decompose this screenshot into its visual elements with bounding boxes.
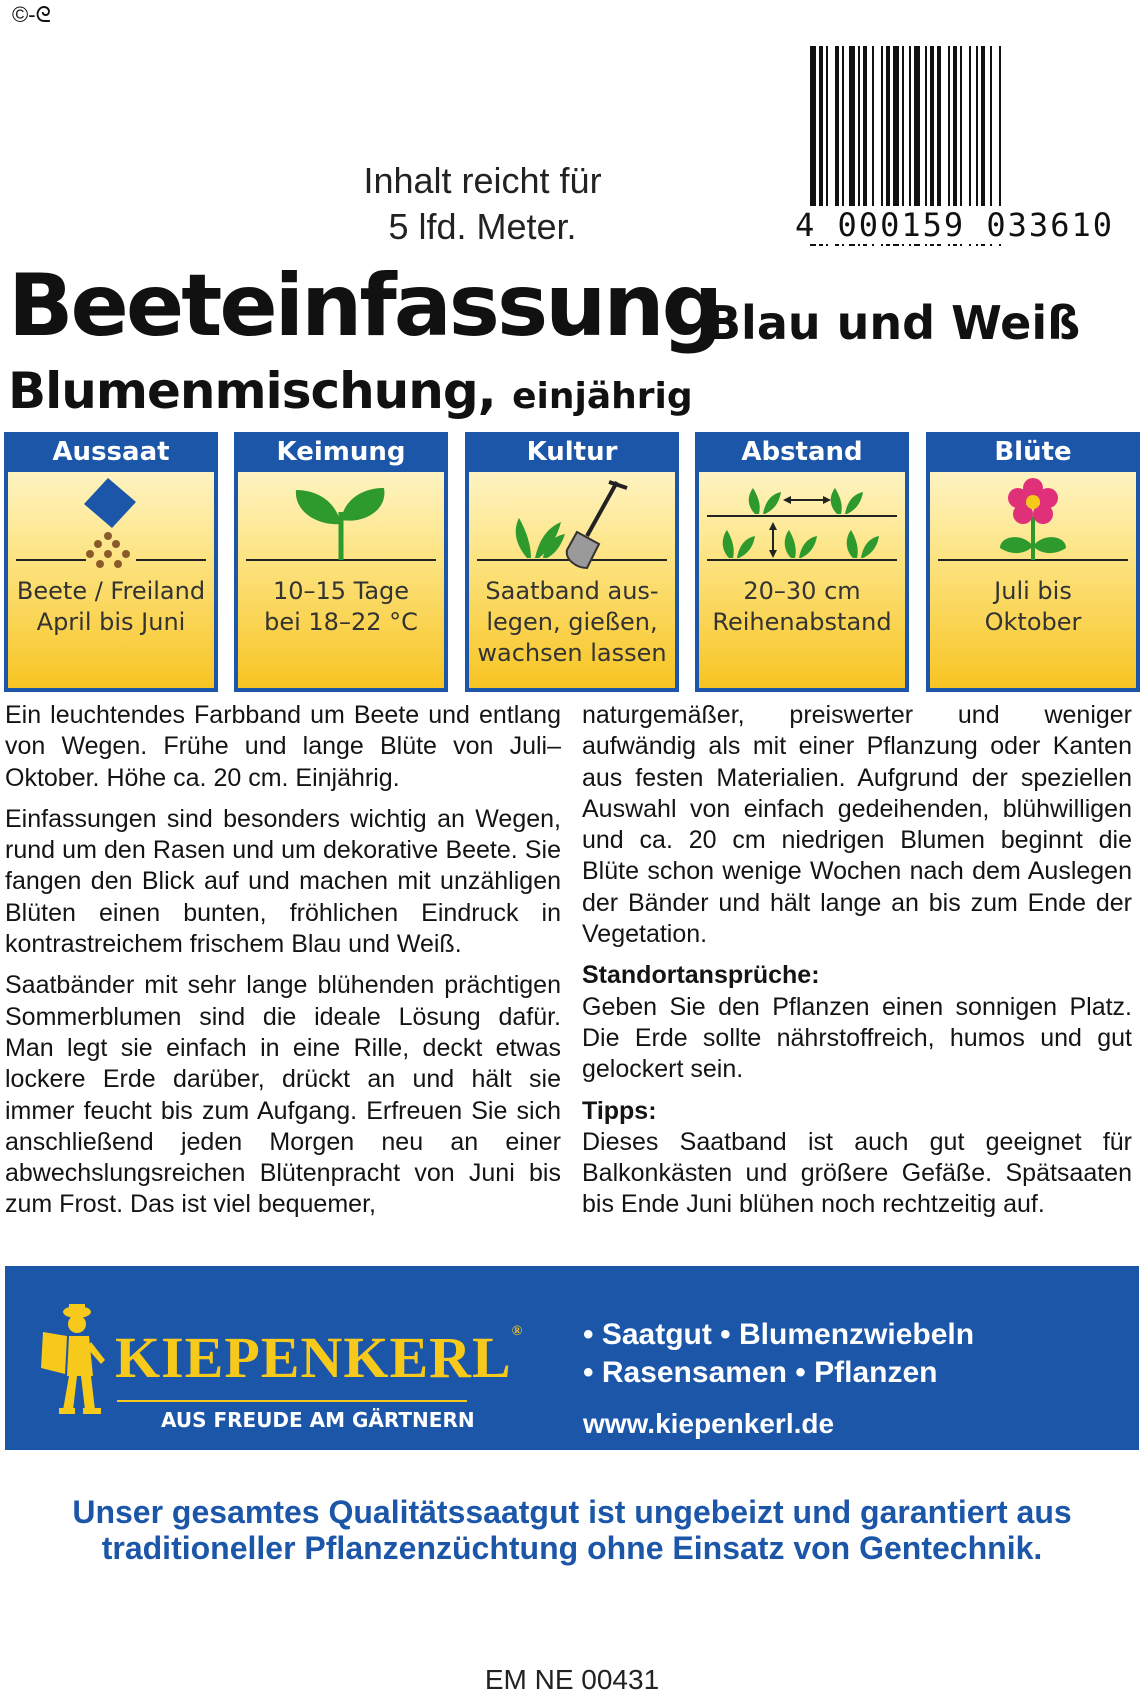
product-variant: Blau und Weiß	[706, 296, 1081, 350]
step-heading: Kultur	[469, 432, 675, 472]
step-text-line: 10–15 Tage	[272, 577, 410, 605]
brand-divider	[117, 1400, 467, 1402]
brand-website: www.kiepenkerl.de	[583, 1408, 835, 1439]
flower-icon	[930, 476, 1136, 576]
step-heading: Abstand	[699, 432, 905, 472]
step-text-line: 20–30 cm	[743, 577, 861, 605]
description-paragraph: Einfassungen sind besonders wichtig an Wegen, rund um den Rasen und um dekorative Beete. Sie fangen den Blick auf und machen mit unzähligen Blüten einen bunten, fröhlichen Eindruck in kontrastreichem frischem Blau und Weiß.	[5, 804, 561, 959]
product-title: Beeteinfassung	[8, 256, 721, 356]
quality-line: Unser gesamtes Qualitätssaatgut ist ungebeizt und garantiert aus	[72, 1494, 1072, 1530]
capacity-line-2: 5 lfd. Meter.	[388, 206, 577, 247]
subtitle-main: Blumenmischung,	[8, 362, 496, 420]
tips-text: Dieses Saatband ist auch gut geeignet für Balkonkästen und größere Gefäße. Spätsaaten bis Ende Juni blühen noch rechtzeitig auf.	[582, 1127, 1132, 1219]
row-spacing-icon	[699, 476, 905, 576]
step-text	[8, 576, 214, 638]
description-right-column	[582, 700, 1132, 1221]
content-capacity	[320, 158, 645, 250]
step-text	[469, 576, 675, 669]
services-line: • Saatgut • Blumenzwiebeln	[583, 1318, 975, 1351]
brand-slogan: AUS FREUDE AM GÄRTNERN	[161, 1408, 475, 1432]
brand-services	[583, 1316, 974, 1392]
description-paragraph: Ein leuchtendes Farbband um Beete und entlang von Wegen. Frühe und lange Blüte von Juli–Oktober. Höhe ca. 20 cm. Einjährig.	[5, 701, 561, 792]
step-flowering	[926, 432, 1140, 692]
brand-name	[115, 1324, 523, 1391]
step-text	[238, 576, 444, 638]
location-heading: Standortansprüche:	[582, 961, 820, 990]
step-heading: Blüte	[930, 432, 1136, 472]
barcode-number: 4 000159 033610	[793, 206, 1144, 244]
step-germination	[234, 432, 448, 692]
step-heading: Aussaat	[8, 432, 214, 472]
product-subtitle	[8, 362, 693, 420]
step-spacing	[695, 432, 909, 692]
step-text-line: April bis Juni	[36, 608, 186, 636]
quality-line: traditioneller Pflanzenzüchtung ohne Einsatz von Gentechnik.	[101, 1530, 1043, 1566]
description-paragraph: Saatbänder mit sehr lange blühenden prächtigen Sommerblumen sind die ideale Lösung dafür. Man legt sie einfach in eine Rille, deckt etwas lockere Erde darüber, drückt an und hält sie immer feucht bis zum Aufgang. Erfreuen Sie sich anschließend jeden Morgen neu an einer abwechslungsreichen Blütenpracht von Juni bis zum Frost. Das ist viel bequemer,	[5, 971, 561, 1219]
step-cultivation	[465, 432, 679, 692]
quality-note	[0, 1494, 1144, 1566]
registered-mark: ®	[511, 1324, 524, 1339]
step-text-line: wachsen lassen	[477, 639, 667, 667]
subtitle-note: einjährig	[512, 376, 693, 417]
tips-heading: Tipps:	[582, 1096, 657, 1125]
kiepenkerl-figure-icon	[39, 1302, 109, 1420]
step-text	[699, 576, 905, 638]
em-number: EM NE 00431	[484, 1664, 660, 1695]
step-text-line: Beete / Freiland	[16, 577, 206, 605]
cultivation-steps	[4, 432, 1140, 692]
step-sowing	[4, 432, 218, 692]
seed-packet-icon	[8, 476, 214, 576]
description-paragraph: naturgemäßer, preiswerter und weniger aufwändig als mit einer Pflanzung oder Kanten aus festen Materialien. Aufgrund der speziellen Auswahl von einfach gedeihenden, blühwilligen und ca. 20 cm niedrigen Blumen beginnt die Blüte schon wenige Wochen nach dem Auslegen der Bänder und hält lange an bis zum Ende der Vegetation.	[582, 701, 1132, 949]
step-text-line: Oktober	[984, 608, 1082, 636]
step-heading: Keimung	[238, 432, 444, 472]
brand-banner	[5, 1266, 1139, 1450]
step-text	[930, 576, 1136, 638]
capacity-line-1: Inhalt reicht für	[363, 160, 602, 201]
spade-plant-icon	[469, 476, 675, 576]
step-text-line: Saatband aus-	[485, 577, 659, 605]
step-text-line: Juli bis	[994, 577, 1072, 605]
step-text-line: Reihenabstand	[712, 608, 892, 636]
seedling-icon	[238, 476, 444, 576]
services-line: • Rasensamen • Pflanzen	[583, 1356, 938, 1389]
description-left-column	[5, 700, 561, 1221]
brand-name-text: KIEPENKERL	[115, 1325, 512, 1390]
step-text-line: legen, gießen,	[486, 608, 658, 636]
copyright-mark: ©-ᘓ	[12, 2, 52, 27]
location-text: Geben Sie den Pflanzen einen sonnigen Platz. Die Erde sollte nährstoffreich, humos und gut gelockert sein.	[582, 992, 1132, 1084]
step-text-line: bei 18–22 °C	[264, 608, 418, 636]
